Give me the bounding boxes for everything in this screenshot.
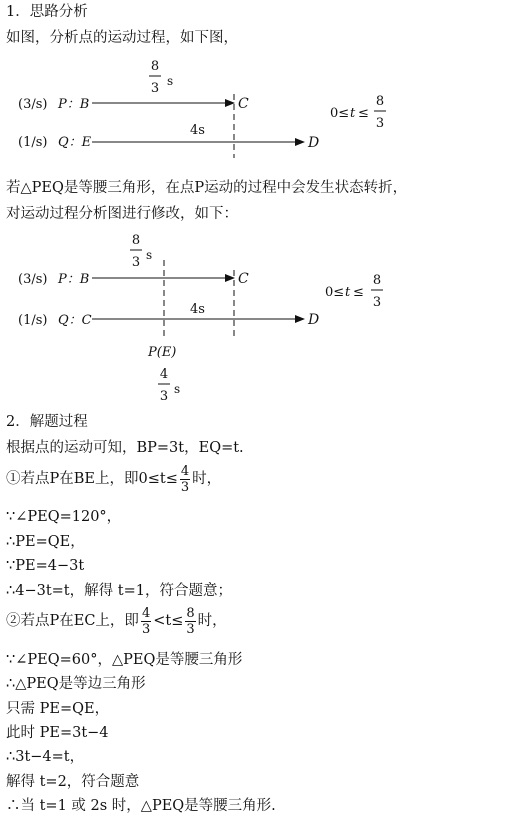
case2-den-1: 3	[141, 621, 151, 637]
d2-rowB-end: C	[238, 271, 249, 287]
transition-line-1: 若△PEQ是等腰三角形，在点P运动的过程中会发生状态转折，	[6, 180, 408, 196]
d1-range-left: 0≤	[330, 106, 350, 121]
section2-line-4: ∴PE=QE，	[6, 534, 85, 550]
motion-diagram-1	[0, 54, 529, 166]
case1-fraction	[180, 464, 190, 495]
transition-line-2: 对运动过程分析图进行修改，如下：	[6, 206, 238, 222]
case1-line	[6, 463, 221, 495]
section2-line-8: ∵∠PEQ=60°，△PEQ是等腰三角形	[6, 652, 243, 668]
d1-rowE-label: Q：E	[58, 135, 92, 150]
d2-range-left: 0≤	[325, 285, 345, 300]
section1-intro: 如图，分析点的运动过程，如下图，	[6, 30, 238, 46]
section2-line-1: 根据点的运动可知，BP=3t，EQ=t.	[6, 440, 244, 456]
case2-post: 时，	[197, 613, 227, 629]
section2-line-9: ∴△PEQ是等边三角形	[6, 676, 146, 692]
d1-rowB-label: P：B	[58, 97, 90, 112]
d1-rowB-end: C	[238, 96, 249, 112]
d1-range-var: t	[350, 106, 356, 121]
d1-range-num: 8	[375, 94, 385, 109]
d2-range-var: t	[345, 285, 351, 300]
d2-time-bottom-num: 4	[159, 367, 169, 382]
case1-den: 3	[180, 479, 190, 495]
d1-rowE-speed: (1/s)	[18, 135, 48, 150]
section2-line-6: ∴4−3t=t，解得 t=1，符合题意；	[6, 583, 232, 599]
case2-den-2: 3	[186, 621, 195, 637]
section2-line-11: 此时 PE=3t−4	[6, 725, 109, 741]
case2-line	[6, 605, 227, 637]
d2-time-top-den: 3	[131, 255, 141, 270]
d2-time-top-num: 8	[131, 233, 141, 248]
d2-rowC-label: Q：C	[58, 313, 92, 328]
section2-line-13: 解得 t=2，符合题意	[6, 774, 140, 790]
section2-line-14: ∴当 t=1 或 2s 时，△PEQ是等腰三角形.	[6, 798, 276, 814]
d2-time-top-unit: s	[146, 248, 153, 262]
d1-rowB-speed: (3/s)	[18, 97, 48, 112]
section2-heading: 2．解题过程	[6, 414, 88, 430]
d1-time-mid: 4s	[190, 123, 205, 138]
motion-diagram-2	[0, 228, 529, 406]
section2-line-10: 只需 PE=QE，	[6, 701, 110, 717]
section2-line-12: ∴3t−4=t，	[6, 749, 85, 765]
d1-time-top-num: 8	[150, 59, 160, 74]
d2-time-bottom-unit: s	[174, 382, 181, 396]
d2-rowC-end: D	[308, 312, 320, 328]
d2-time-mid: 4s	[190, 302, 205, 317]
case1-post: 时，	[192, 471, 222, 487]
section1-heading: 1．思路分析	[6, 4, 88, 20]
d2-rowB-speed: (3/s)	[18, 272, 48, 287]
d1-range-mid: ≤	[358, 106, 369, 121]
d2-rowC-speed: (1/s)	[18, 313, 48, 328]
d1-range-den: 3	[375, 116, 385, 131]
section2-line-3: ∵∠PEQ=120°，	[6, 509, 122, 525]
d2-pe-label: P(E)	[148, 345, 177, 360]
section2-line-5: ∵PE=4−3t	[6, 558, 85, 574]
d1-time-top-unit: s	[167, 74, 174, 88]
case2-num-2: 8	[186, 605, 195, 621]
case1-pre: ①若点P在BE上，即0≤t≤	[6, 471, 178, 487]
case1-num: 4	[180, 463, 190, 479]
d1-time-top-den: 3	[150, 81, 160, 96]
case2-pre: ②若点P在EC上，即	[6, 613, 139, 629]
case2-fraction-1	[141, 606, 151, 637]
d2-range-num: 8	[372, 273, 382, 288]
d2-range-mid: ≤	[353, 285, 364, 300]
d1-rowE-end: D	[308, 135, 320, 151]
case2-num-1: 4	[141, 605, 151, 621]
d2-range-den: 3	[372, 295, 382, 310]
case2-fraction-2	[185, 606, 195, 637]
case2-mid: <t≤	[153, 613, 184, 629]
d2-time-bottom-den: 3	[159, 389, 169, 404]
d2-rowB-label: P：B	[58, 272, 90, 287]
